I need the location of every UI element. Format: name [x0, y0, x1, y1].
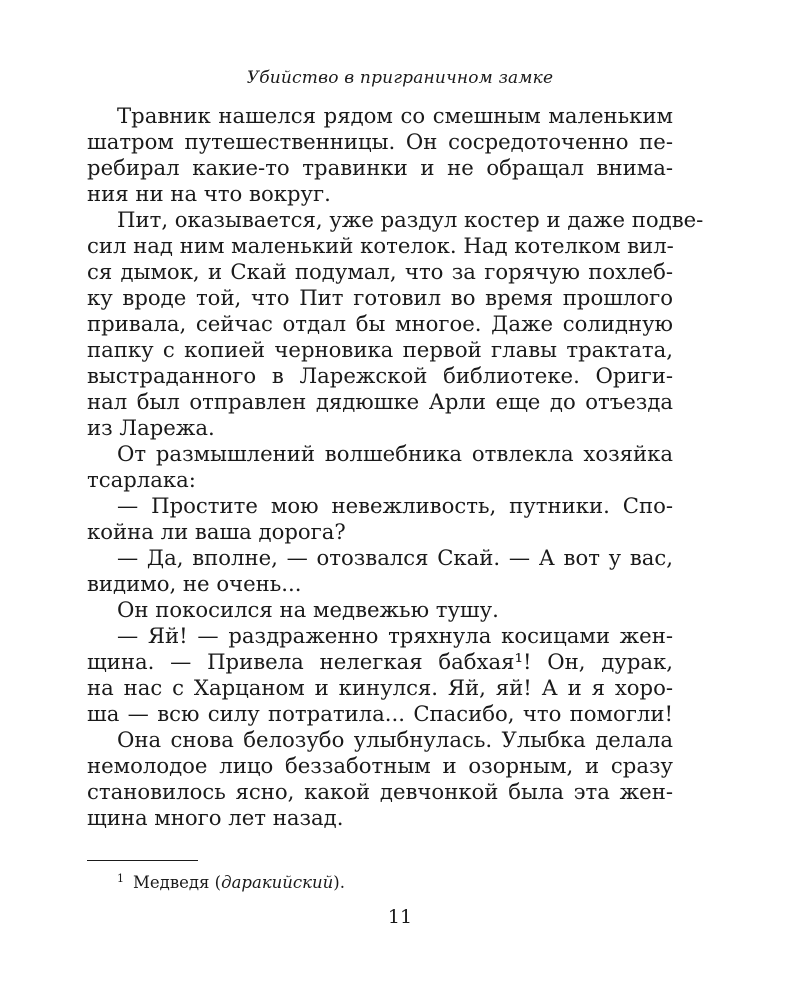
text-line: Она снова белозубо улыбнулась. Улыбка делала	[117, 727, 673, 752]
text-line: щина много лет назад.	[87, 805, 344, 830]
body-text	[87, 103, 704, 831]
paragraph	[87, 493, 673, 545]
text-line: ния ни на что вокруг.	[87, 181, 331, 206]
text-line: койна ли ваша дорога?	[87, 519, 346, 544]
paragraph	[87, 623, 673, 727]
text-line: привала, сейчас отдал бы многое. Даже солидную	[87, 311, 673, 336]
text-line: ребирал какие-то травинки и не обращал внима-	[87, 155, 673, 180]
paragraph	[87, 597, 673, 623]
text-line: немолодое лицо беззаботным и озорным, и сразу	[87, 753, 673, 778]
text-line: шатром путешественницы. Он сосредоточенно пе-	[87, 129, 673, 154]
text-line: — Да, вполне, — отозвался Скай. — А вот у вас,	[117, 545, 673, 570]
footnote-text-italic: даракийский	[221, 873, 334, 892]
text-line: Травник нашелся рядом со смешным маленьким	[117, 103, 673, 128]
text-line: От размышлений волшебника отвлекла хозяйка	[117, 441, 673, 466]
text-line: выстраданного в Ларежской библиотеке. Ориги-	[87, 363, 673, 388]
page-number: 11	[387, 906, 413, 928]
text-line: ся дымок, и Скай подумал, что за горячую похлеб-	[87, 259, 673, 284]
text-line: на нас с Харцаном и кинулся. Яй, яй! А и я хоро-	[87, 675, 673, 700]
text-line: щина. — Привела нелегкая бабхая¹! Он, дурак,	[87, 649, 673, 674]
text-line: папку с копией черновика первой главы трактата,	[87, 337, 673, 362]
footnote-text-end: ).	[333, 873, 345, 892]
text-line: сил над ним маленький котелок. Над котелком вил-	[87, 233, 674, 258]
text-line: Он покосился на медвежью тушу.	[117, 597, 499, 622]
paragraph	[87, 727, 673, 831]
footnote-marker: 1	[117, 872, 124, 885]
paragraph	[87, 207, 704, 441]
paragraph	[87, 545, 673, 597]
running-head: Убийство в приграничном замке	[246, 68, 554, 88]
text-line: видимо, не очень...	[87, 571, 302, 596]
text-line: ша — всю силу потратила... Спасибо, что помогли!	[87, 701, 673, 726]
footnote-divider	[87, 860, 198, 861]
footnote	[117, 869, 345, 893]
footnote-text-start: Медведя (	[133, 873, 222, 892]
text-line: — Яй! — раздраженно тряхнула косицами жен-	[117, 623, 673, 648]
text-line: тсарлака:	[87, 467, 196, 492]
text-line: — Простите мою невежливость, путники. Спо-	[117, 493, 673, 518]
text-line: Пит, оказывается, уже раздул костер и даже подве-	[117, 207, 704, 232]
paragraph	[87, 103, 673, 207]
text-line: становилось ясно, какой девчонкой была эта жен-	[87, 779, 673, 804]
paragraph	[87, 441, 673, 493]
text-line: ку вроде той, что Пит готовил во время прошлого	[87, 285, 673, 310]
text-line: из Ларежа.	[87, 415, 215, 440]
text-line: нал был отправлен дядюшке Арли еще до отъезда	[87, 389, 673, 414]
